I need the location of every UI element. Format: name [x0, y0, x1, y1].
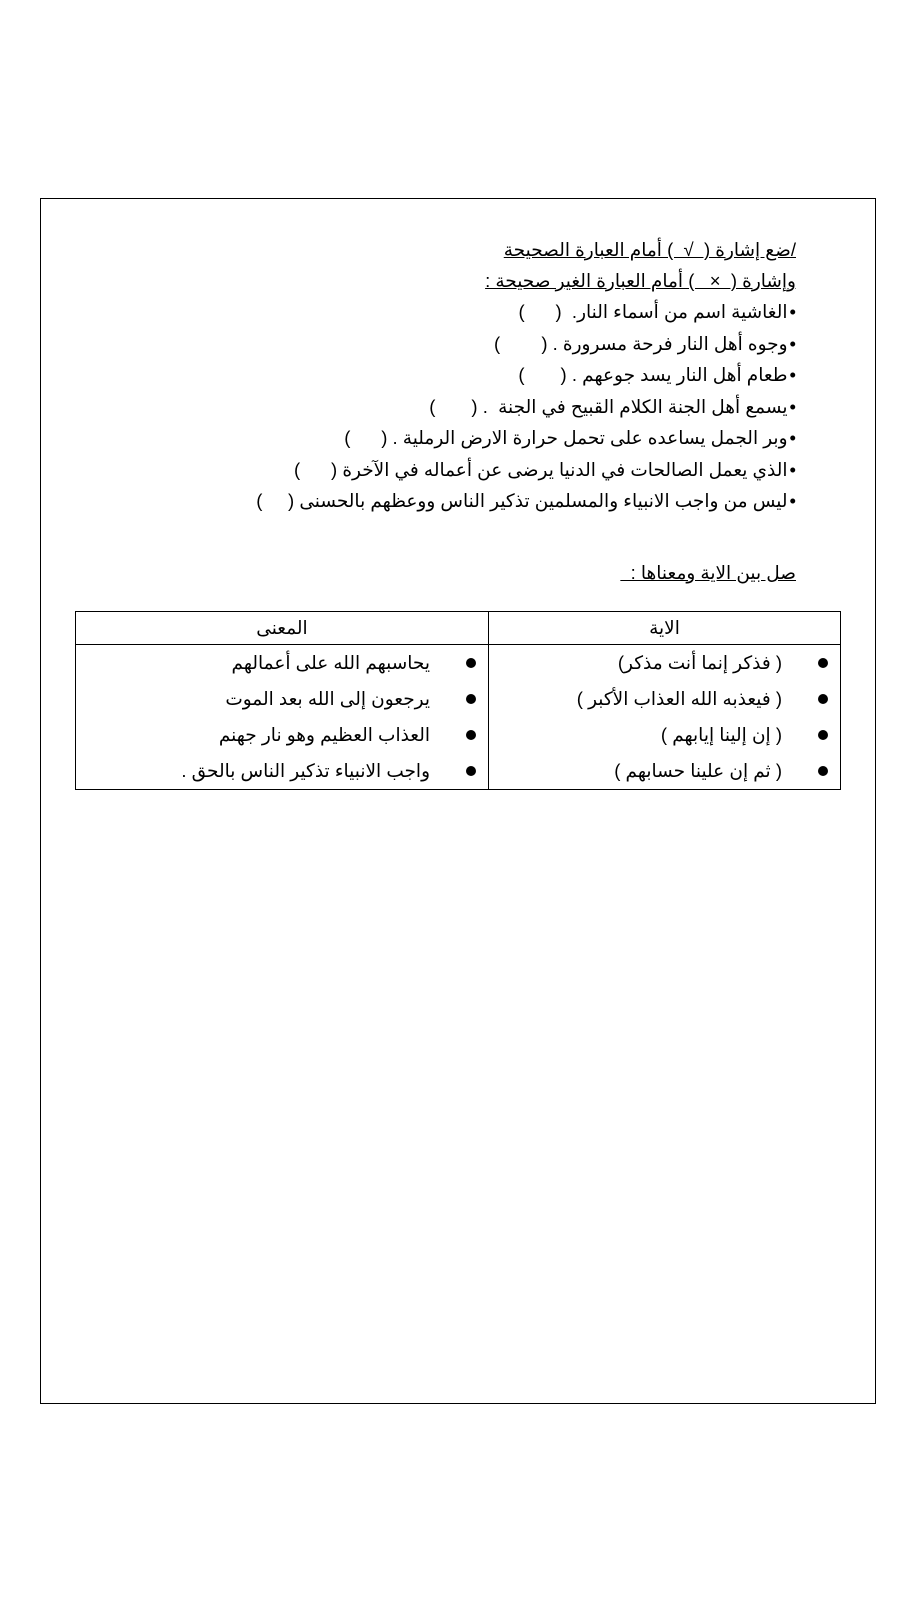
bullet-icon: • — [789, 490, 796, 511]
meaning-item: يرجعون إلى الله بعد الموت — [76, 681, 488, 717]
ayah-header: الاية — [489, 612, 841, 645]
statement-item: •وجوه أهل النار فرحة مسرورة . ( ) — [256, 328, 796, 360]
bullet-icon — [466, 694, 476, 704]
statement-item: •طعام أهل النار يسد جوعهم . ( ) — [256, 359, 796, 391]
statement-item: •الذي يعمل الصالحات في الدنيا يرضى عن أعماله في الآخرة ( ) — [256, 454, 796, 486]
bullet-icon — [818, 766, 828, 776]
bullet-icon: • — [789, 458, 796, 480]
instruction-line-2: وإشارة ( × ) أمام العبارة الغير صحيحة : — [485, 270, 796, 291]
meaning-item: يحاسبهم الله على أعمالهم — [76, 645, 488, 681]
bullet-icon — [818, 658, 828, 668]
ayah-item: ( فذكر إنما أنت مذكر) — [489, 645, 840, 681]
ayah-item: ( فيعذبه الله العذاب الأكبر ) — [489, 681, 840, 717]
matching-table — [75, 611, 841, 790]
bullet-icon — [466, 730, 476, 740]
bullet-icon: • — [789, 301, 796, 322]
bullet-icon: • — [789, 395, 796, 417]
bullet-icon: • — [789, 364, 796, 385]
statement-item: •يسمع أهل الجنة الكلام القبيح في الجنة . ( ) — [256, 391, 796, 423]
statement-list — [256, 296, 796, 517]
matching-title: صل بين الاية ومعناها : — [620, 562, 796, 583]
ayah-column — [489, 645, 841, 790]
bullet-icon — [466, 658, 476, 668]
meaning-item: واجب الانبياء تذكير الناس بالحق . — [76, 753, 488, 789]
meaning-header: المعنى — [76, 612, 489, 645]
bullet-icon — [818, 694, 828, 704]
statement-item: •ليس من واجب الانبياء والمسلمين تذكير الناس ووعظهم بالحسنى ( ) — [256, 485, 796, 517]
statement-item: •الغاشية اسم من أسماء النار. ( ) — [256, 296, 796, 328]
statement-item: •وبر الجمل يساعده على تحمل حرارة الارض الرملية . ( ) — [256, 422, 796, 454]
meaning-column — [76, 645, 489, 790]
meaning-item: العذاب العظيم وهو نار جهنم — [76, 717, 488, 753]
bullet-icon — [466, 766, 476, 776]
bullet-icon — [818, 730, 828, 740]
bullet-icon: • — [789, 332, 796, 354]
bullet-icon: • — [789, 427, 796, 448]
instruction-line-1: /ضع إشارة ( √ ) أمام العبارة الصحيحة — [503, 239, 796, 260]
ayah-item: ( إن إلينا إيابهم ) — [489, 717, 840, 753]
ayah-item: ( ثم إن علينا حسابهم ) — [489, 753, 840, 789]
true-false-section — [256, 234, 796, 517]
